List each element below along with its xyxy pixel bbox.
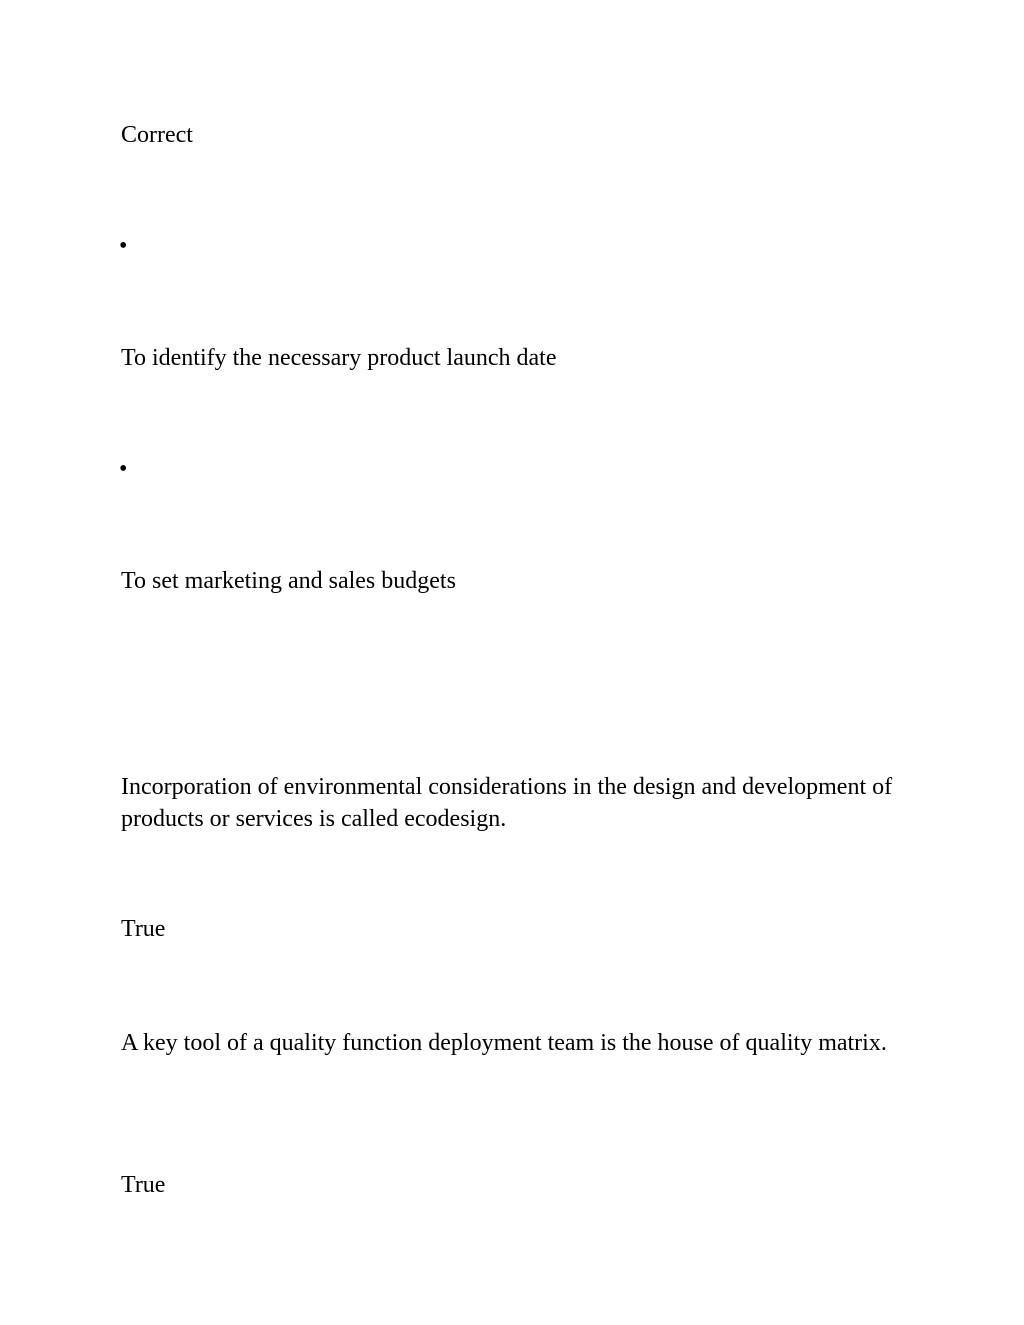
answer-option: To set marketing and sales budgets	[121, 568, 456, 594]
question-text: Incorporation of environmental considerations in the design and development of products or services is called ecodesign.	[121, 774, 893, 832]
answer-text: True	[121, 1172, 166, 1198]
answer-text: True	[121, 916, 166, 942]
question-text: A key tool of a quality function deployment team is the house of quality matrix.	[121, 1030, 887, 1056]
bullet-point: •	[119, 456, 128, 482]
correct-label: Correct	[121, 122, 193, 148]
bullet-point: •	[119, 233, 128, 259]
answer-option: To identify the necessary product launch date	[121, 345, 557, 371]
